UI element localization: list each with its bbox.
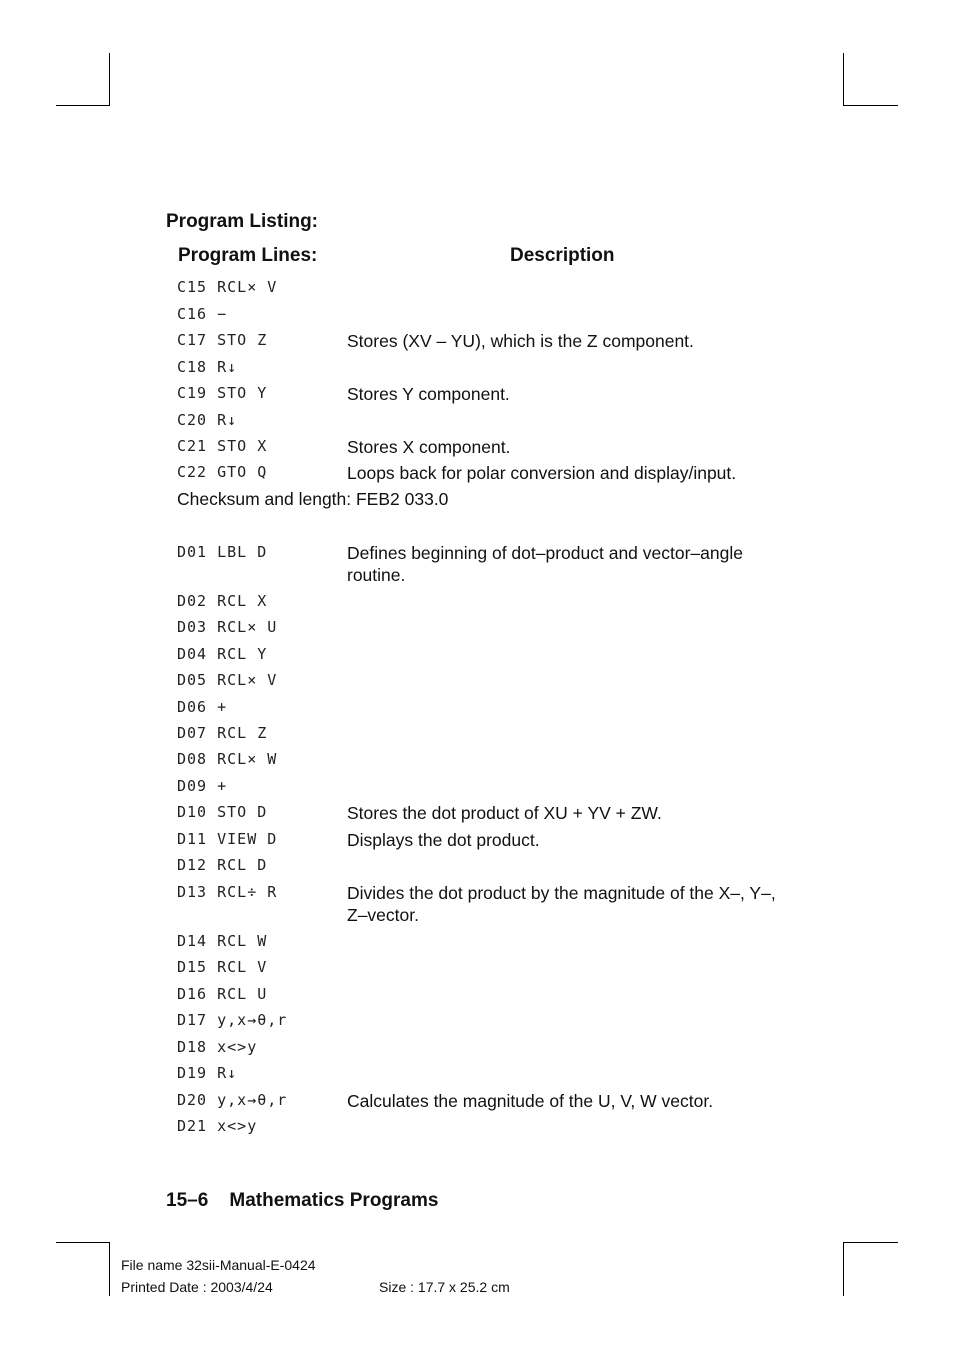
program-line-row <box>177 883 797 925</box>
program-line-code: D13 RCL÷ R <box>177 883 278 901</box>
program-line-row <box>177 543 797 585</box>
program-line-row <box>177 437 797 463</box>
program-line-row <box>177 750 797 776</box>
program-line-row <box>177 358 797 384</box>
crop-mark-bottom-left-vertical <box>109 1242 110 1296</box>
program-line-code: D20 y,x→θ,r <box>177 1091 288 1109</box>
program-line-row <box>177 1011 797 1037</box>
page-size: Size : 17.7 x 25.2 cm <box>379 1279 510 1295</box>
program-line-description: Divides the dot product by the magnitude of the X–, Y–, Z–vector. <box>347 883 776 925</box>
program-line-code: D15 RCL V <box>177 958 268 976</box>
program-line-row <box>177 331 797 357</box>
crop-mark-top-left-vertical <box>109 53 110 106</box>
page-footer-title: 15–6 Mathematics Programs <box>166 1190 439 1211</box>
program-line-row <box>177 985 797 1011</box>
column-header-program-lines: Program Lines: <box>178 245 318 266</box>
program-line-code: C17 STO Z <box>177 331 268 349</box>
program-line-row <box>177 830 797 856</box>
program-line-code: C21 STO X <box>177 437 268 455</box>
program-line-code: D05 RCL× V <box>177 671 278 689</box>
program-line-description: Stores X component. <box>347 437 511 457</box>
program-line-row <box>177 411 797 437</box>
program-line-code: D07 RCL Z <box>177 724 268 742</box>
program-line-row <box>177 384 797 410</box>
program-line-description: Stores (XV – YU), which is the Z component. <box>347 331 694 351</box>
program-line-description: Stores the dot product of XU + YV + ZW. <box>347 803 662 823</box>
program-line-row <box>177 932 797 958</box>
section-title: Program Listing: <box>166 211 319 232</box>
program-line-row <box>177 305 797 331</box>
program-line-code: D06 + <box>177 698 228 716</box>
program-line-description: Loops back for polar conversion and display/input. <box>347 463 737 483</box>
program-line-code: D03 RCL× U <box>177 618 278 636</box>
crop-mark-top-left-horizontal <box>56 105 110 106</box>
program-line-row <box>177 1038 797 1064</box>
program-line-code: C16 − <box>177 305 228 323</box>
program-line-code: D11 VIEW D <box>177 830 278 848</box>
program-line-row <box>177 958 797 984</box>
program-line-row <box>177 645 797 671</box>
program-line-code: D10 STO D <box>177 803 268 821</box>
program-line-code: D04 RCL Y <box>177 645 268 663</box>
program-line-row <box>177 671 797 697</box>
program-line-code: C19 STO Y <box>177 384 268 402</box>
checksum-line: Checksum and length: FEB2 033.0 <box>177 489 449 509</box>
crop-mark-top-right-horizontal <box>843 105 898 106</box>
program-line-description: Displays the dot product. <box>347 830 540 850</box>
program-line-row <box>177 1117 797 1143</box>
program-line-description: Calculates the magnitude of the U, V, W vector. <box>347 1091 714 1111</box>
program-line-code: C18 R↓ <box>177 358 238 376</box>
program-line-code: D09 + <box>177 777 228 795</box>
program-line-row <box>177 777 797 803</box>
program-line-row <box>177 803 797 829</box>
program-line-code: C22 GTO Q <box>177 463 268 481</box>
program-line-row <box>177 724 797 750</box>
column-header-description: Description <box>510 245 615 266</box>
program-line-row <box>177 592 797 618</box>
program-line-description: Defines beginning of dot–product and vector–angle routine. <box>347 543 743 585</box>
program-line-code: D12 RCL D <box>177 856 268 874</box>
program-line-row <box>177 856 797 882</box>
printed-date: Printed Date : 2003/4/24 <box>121 1279 273 1295</box>
program-line-row <box>177 278 797 304</box>
program-line-code: D02 RCL X <box>177 592 268 610</box>
program-line-code: D16 RCL U <box>177 985 268 1003</box>
program-line-code: D21 x<>y <box>177 1117 258 1135</box>
program-line-row <box>177 463 797 489</box>
program-line-code: C20 R↓ <box>177 411 238 429</box>
program-line-code: D17 y,x→θ,r <box>177 1011 288 1029</box>
program-line-row <box>177 1091 797 1117</box>
crop-mark-bottom-right-vertical <box>843 1242 844 1296</box>
program-line-code: D18 x<>y <box>177 1038 258 1056</box>
program-line-code: D14 RCL W <box>177 932 268 950</box>
program-line-code: D01 LBL D <box>177 543 268 561</box>
program-line-code: D19 R↓ <box>177 1064 238 1082</box>
program-line-row <box>177 618 797 644</box>
file-name: File name 32sii-Manual-E-0424 <box>121 1257 316 1273</box>
crop-mark-bottom-right-horizontal <box>843 1242 898 1243</box>
program-line-code: C15 RCL× V <box>177 278 278 296</box>
program-line-code: D08 RCL× W <box>177 750 278 768</box>
program-line-row <box>177 698 797 724</box>
crop-mark-top-right-vertical <box>843 53 844 106</box>
program-line-row <box>177 1064 797 1090</box>
program-line-description: Stores Y component. <box>347 384 510 404</box>
crop-mark-bottom-left-horizontal <box>56 1242 110 1243</box>
